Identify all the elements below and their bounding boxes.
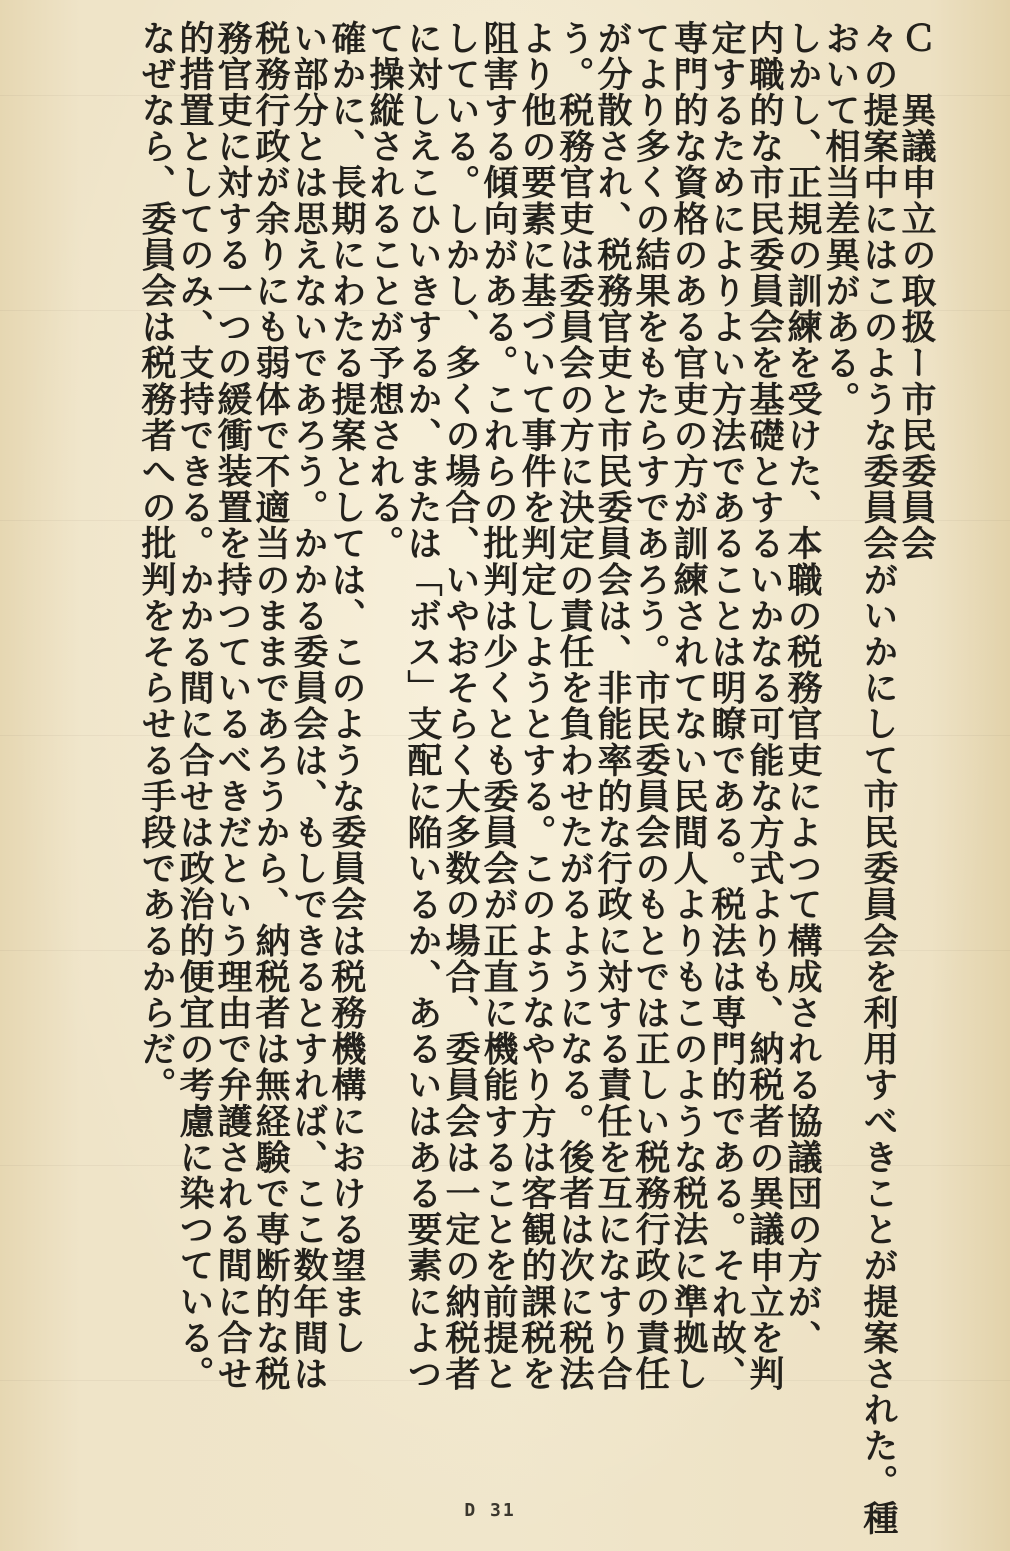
- text-column: が分散され、税務官吏と市民委員会は、非能率的な行政に対する責任を互になすり合: [592, 20, 633, 1392]
- text-column: い部分とは思えないであろう。かかる委員会は、もしできるとすれば、ここ数年間は: [288, 20, 329, 1392]
- text-column-heading: Ｃ 異議申立の取扱ー市民委員会: [896, 20, 937, 562]
- text-column: てより多くの結果をもたらすであろう。市民委員会のもとでは正しい税務行政の責任: [630, 20, 671, 1392]
- text-column: しかし、正規の訓練を受けた、本職の税務官吏によつて構成される協議団の方が、: [782, 20, 823, 1356]
- text-column: 専門的な資格のある官吏の方が訓練されてない民間人よりもこのような税法に準拠し: [668, 20, 709, 1392]
- text-column: 内職的な市民委員会を基礎とするいかなる可能な方式よりも、納税者の異議申立を判: [744, 20, 785, 1392]
- text-column: なぜなら、委員会は税務者への批判をそらせる手段であるからだ。: [136, 20, 177, 1103]
- text-column: 定するためによりよい方法であることは明瞭である。税法は専門的である。それ故、: [706, 20, 747, 1392]
- text-column: て操縦されることが予想される。: [364, 20, 405, 562]
- text-column: 確かに、長期にわたる提案としては、このような委員会は税務機構における望まし: [326, 20, 367, 1356]
- text-column: より他の要素に基づいて事件を判定しようとする。このようなやり方は客観的課税を: [516, 20, 557, 1392]
- text-column: 的措置としてのみ、支持できる。かかる間に合せは政治的便宜の考慮に染つている。: [174, 20, 215, 1392]
- text-column: している。しかし、多くの場合、いやおそらく大多数の場合、委員会は一定の納税者: [440, 20, 481, 1392]
- text-column: 々の提案中にはこのような委員会がいかにして市民委員会を利用すべきことが提案された。種: [858, 20, 899, 1537]
- text-column: う。税務官吏は委員会の方に決定の責任を負わせたがるようになる。後者は次に税法: [554, 20, 595, 1392]
- text-column: 税務行政が余りにも弱体で不適当のままであろうから、納税者は無経験で専断的な税: [250, 20, 291, 1392]
- page-number: D 31: [464, 1500, 516, 1521]
- text-column: に対しえこひいきするか、または「ボス」支配に陥いるか、あるいはある要素によつ: [402, 20, 443, 1392]
- text-column: 阻害する傾向がある。これらの批判は少くとも委員会が正直に機能することを前提と: [478, 20, 519, 1392]
- text-column: おいて相当差異がある。: [820, 20, 861, 418]
- text-column: 務官吏に対する一つの緩衝装置を持つているべきだという理由で弁護される間に合せ: [212, 20, 253, 1392]
